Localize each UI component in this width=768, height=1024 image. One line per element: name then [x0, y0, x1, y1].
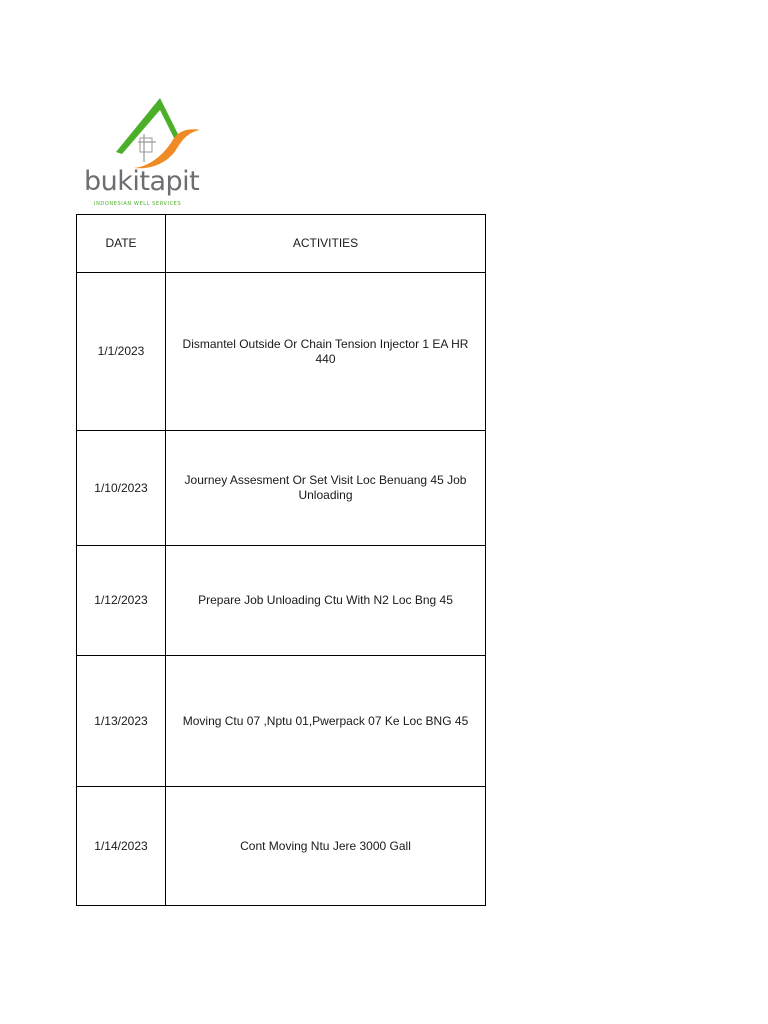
table-row [77, 656, 486, 787]
table-row [77, 273, 486, 431]
date-column-header: DATE [77, 215, 166, 273]
logo-tagline: INDONESIAN WELL SERVICES [94, 201, 182, 207]
date-cell: 1/13/2023 [77, 656, 166, 787]
table-header-row [77, 215, 486, 273]
date-cell: 1/14/2023 [77, 787, 166, 906]
company-logo [82, 94, 222, 212]
logo-mark-icon [82, 94, 222, 174]
activity-cell: Moving Ctu 07 ,Nptu 01,Pwerpack 07 Ke Loc BNG 45 [166, 656, 486, 787]
logo-wordmark: bukitapit [84, 166, 200, 197]
table-row [77, 431, 486, 546]
activity-cell: Journey Assesment Or Set Visit Loc Benuang 45 Job Unloading [166, 431, 486, 546]
activity-cell: Dismantel Outside Or Chain Tension Injector 1 EA HR 440 [166, 273, 486, 431]
activity-table [76, 214, 486, 906]
date-cell: 1/12/2023 [77, 546, 166, 656]
activity-cell: Cont Moving Ntu Jere 3000 Gall [166, 787, 486, 906]
activities-column-header: ACTIVITIES [166, 215, 486, 273]
table-row [77, 787, 486, 906]
table-row [77, 546, 486, 656]
activity-cell: Prepare Job Unloading Ctu With N2 Loc Bng 45 [166, 546, 486, 656]
date-cell: 1/1/2023 [77, 273, 166, 431]
date-cell: 1/10/2023 [77, 431, 166, 546]
